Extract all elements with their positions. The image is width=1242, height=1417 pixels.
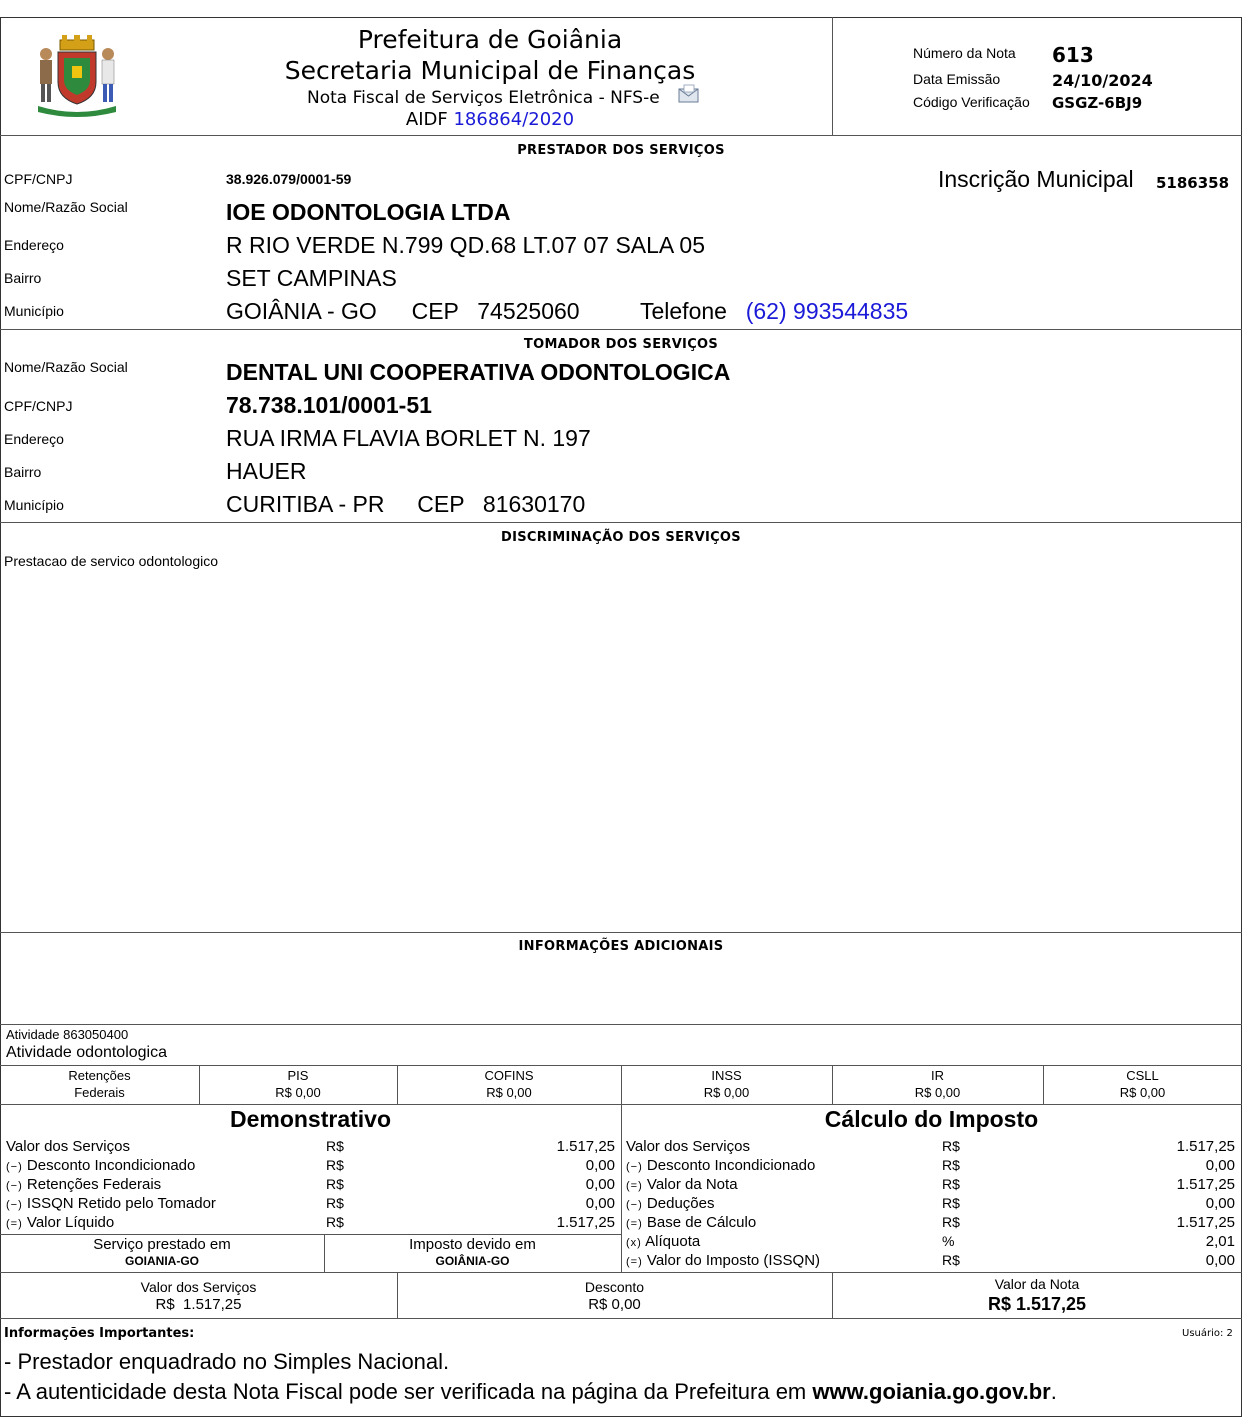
tomador-section-title: TOMADOR DOS SERVIÇOS	[523, 337, 719, 352]
tomador-municipio-label: Município	[4, 497, 64, 513]
inscricao-municipal-label: Inscrição Municipal	[938, 166, 1134, 192]
retencao-pis-value: R$ 0,00	[275, 1085, 321, 1100]
total-desconto-value: R$ 0,00	[588, 1296, 641, 1313]
prestador-nome-value: IOE ODONTOLOGIA LTDA	[226, 199, 511, 225]
numero-nota-value: 613	[1052, 43, 1094, 67]
prestador-telefone-label: Telefone	[639, 298, 727, 324]
prestador-bairro-label: Bairro	[4, 270, 42, 286]
discriminacao-section-title: DISCRIMINAÇÃO DOS SERVIÇOS	[501, 530, 741, 545]
tomador-endereco-value: RUA IRMA FLAVIA BORLET N. 197	[226, 425, 591, 451]
importante-simples-nacional: - Prestador enquadrado no Simples Nacional.	[4, 1349, 450, 1374]
codigo-verificacao-value: GSGZ-6BJ9	[1052, 94, 1143, 112]
demonstrativo-row: (−) Desconto Incondicionado R$ 0,00	[6, 1157, 615, 1174]
tomador-cpf-label: CPF/CNPJ	[4, 398, 73, 414]
header-title-prefeitura: Prefeitura de Goiânia	[357, 25, 623, 54]
prestador-bairro-value: SET CAMPINAS	[226, 265, 397, 291]
aidf-label: AIDF	[405, 109, 448, 130]
prestador-cep-label: CEP	[411, 298, 459, 324]
prestador-municipio-value: GOIÂNIA - GO	[226, 298, 377, 324]
prestador-cep-value: 74525060	[477, 298, 580, 324]
retencao-csll-value: R$ 0,00	[1119, 1085, 1166, 1100]
atividade-label: Atividade	[6, 1027, 60, 1042]
total-valor-servicos-value: R$ 1.517,25	[155, 1296, 242, 1313]
informacoes-section-title: INFORMAÇÕES ADICIONAIS	[518, 939, 724, 954]
retencao-cofins-value: R$ 0,00	[486, 1085, 532, 1100]
tomador-bairro-label: Bairro	[4, 464, 42, 480]
prestador-endereco-label: Endereço	[4, 237, 64, 253]
calculo-row: (=) Base de Cálculo R$ 1.517,25	[626, 1214, 1235, 1231]
prestador-cpf-value: 38.926.079/0001-59	[226, 171, 352, 187]
retencoes-label-line1: Retenções	[68, 1068, 131, 1083]
retencao-cofins-name: COFINS	[484, 1068, 534, 1083]
informacoes-importantes-title: Informações Importantes:	[4, 1326, 195, 1341]
prestador-endereco-value: R RIO VERDE N.799 QD.68 LT.07 07 SALA 05	[226, 232, 705, 258]
demonstrativo-title: Demonstrativo	[229, 1106, 392, 1132]
importante-autenticidade-end: .	[1050, 1379, 1057, 1404]
discriminacao-text: Prestacao de servico odontologico	[4, 553, 219, 569]
city-coat-of-arms-logo	[30, 34, 124, 118]
total-valor-nota-value: R$ 1.517,25	[987, 1294, 1087, 1314]
calculo-row: Valor dos Serviços R$ 1.517,25	[626, 1138, 1235, 1155]
codigo-verificacao-label: Código Verificação	[913, 94, 1030, 110]
header-title-secretaria: Secretaria Municipal de Finanças	[284, 56, 696, 85]
total-valor-nota-label: Valor da Nota	[994, 1276, 1080, 1292]
tomador-bairro-value: HAUER	[226, 458, 307, 484]
atividade-code: 863050400	[63, 1027, 129, 1042]
imposto-devido-value: GOIÂNIA-GO	[435, 1254, 510, 1268]
retencao-csll-name: CSLL	[1126, 1068, 1159, 1083]
prestador-section-title: PRESTADOR DOS SERVIÇOS	[517, 143, 725, 158]
atividade-desc: Atividade odontologica	[6, 1044, 168, 1061]
retencao-inss-value: R$ 0,00	[703, 1085, 750, 1100]
retencao-ir-name: IR	[931, 1068, 944, 1083]
tomador-cep-label: CEP	[417, 491, 465, 517]
demonstrativo-row: (−) Retenções Federais R$ 0,00	[6, 1176, 615, 1193]
calculo-table	[626, 1137, 1236, 1270]
prestador-municipio-label: Município	[4, 303, 64, 319]
usuario-label: Usuário: 2	[1182, 1328, 1233, 1339]
calculo-row: (=) Valor do Imposto (ISSQN) R$ 0,00	[626, 1252, 1235, 1269]
total-valor-servicos-label: Valor dos Serviços	[140, 1279, 257, 1295]
prestador-cpf-label: CPF/CNPJ	[4, 171, 73, 187]
retencao-inss-name: INSS	[711, 1068, 742, 1083]
calculo-row: (x) Alíquota % 2,01	[626, 1233, 1235, 1250]
demonstrativo-table	[6, 1137, 618, 1232]
calculo-row: (=) Valor da Nota R$ 1.517,25	[626, 1176, 1235, 1193]
prestador-nome-label: Nome/Razão Social	[4, 199, 128, 215]
email-icon[interactable]	[678, 84, 700, 104]
data-emissao-value: 24/10/2024	[1052, 71, 1153, 90]
tomador-cpf-value: 78.738.101/0001-51	[226, 392, 432, 418]
numero-nota-label: Número da Nota	[913, 45, 1016, 61]
inscricao-municipal-value: 5186358	[1156, 174, 1230, 192]
servico-prestado-value: GOIANIA-GO	[125, 1254, 199, 1268]
demonstrativo-row: (−) ISSQN Retido pelo Tomador R$ 0,00	[6, 1195, 615, 1212]
tomador-endereco-label: Endereço	[4, 431, 64, 447]
prefeitura-site-link[interactable]: www.goiania.go.gov.br	[812, 1379, 1051, 1404]
retencoes-label-line2: Federais	[74, 1085, 125, 1100]
tomador-cep-value: 81630170	[482, 491, 586, 517]
imposto-devido-label: Imposto devido em	[409, 1236, 536, 1253]
servico-prestado-label: Serviço prestado em	[93, 1236, 231, 1253]
total-desconto-label: Desconto	[584, 1279, 645, 1295]
calculo-title: Cálculo do Imposto	[824, 1106, 1039, 1132]
retencao-ir-value: R$ 0,00	[914, 1085, 961, 1100]
tomador-municipio-value: CURITIBA - PR	[226, 491, 385, 517]
tomador-nome-label: Nome/Razão Social	[4, 359, 128, 375]
prestador-telefone-value[interactable]: (62) 993544835	[745, 298, 909, 324]
calculo-row: (−) Deduções R$ 0,00	[626, 1195, 1235, 1212]
importante-autenticidade: - A autenticidade desta Nota Fiscal pode ser verificada na página da Prefeitura em	[4, 1379, 813, 1404]
calculo-row: (−) Desconto Incondicionado R$ 0,00	[626, 1157, 1235, 1174]
aidf-value[interactable]: 186864/2020	[453, 109, 575, 130]
tomador-nome-value: DENTAL UNI COOPERATIVA ODONTOLOGICA	[226, 359, 731, 385]
data-emissao-label: Data Emissão	[913, 71, 1001, 87]
demonstrativo-row: Valor dos Serviços R$ 1.517,25	[6, 1138, 615, 1155]
demonstrativo-row: (=) Valor Líquido R$ 1.517,25	[6, 1214, 615, 1231]
header-nfse-label: Nota Fiscal de Serviços Eletrônica - NFS-e	[307, 88, 660, 108]
retencao-pis-name: PIS	[287, 1068, 309, 1083]
